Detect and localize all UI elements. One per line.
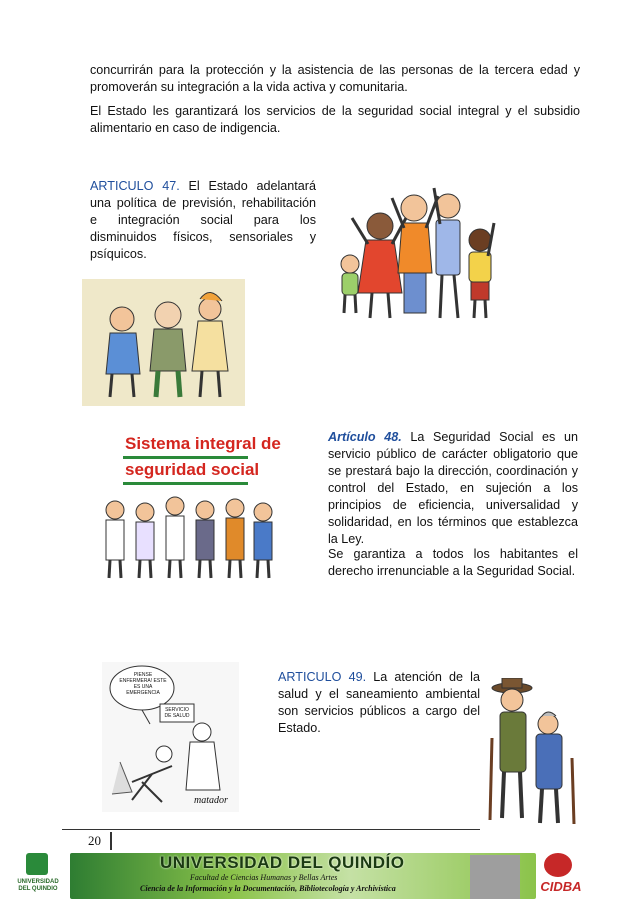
article-49-heading: ARTICULO 49.: [278, 670, 367, 684]
cartoon-speech-bubble: PIENSE ENFERMERA! ESTE ES UNA EMERGENCIA: [119, 672, 167, 696]
article-47-text: El Estado adelantará una política de previsión, rehabilitación e integración social para los disminuidos físicos, sensoriales y psíquicos.: [90, 179, 316, 261]
article-47-heading: ARTICULO 47.: [90, 179, 180, 193]
article-48-paragraph-2: Se garantiza a todos los habitantes el derecho irrenunciable a la Seguridad Social.: [328, 547, 578, 578]
page-number: 20: [88, 833, 101, 848]
cartoon-sign: SERVICIO DE SALUD: [164, 707, 190, 719]
cidba-logo-text: CIDBA: [540, 879, 582, 894]
article-48-text: La Seguridad Social es un servicio público de carácter obligatorio que se prestará bajo la dirección, coordinación y control del Estado, en sujeción a los principios de eficiencia, universalidad y solidaridad, en los términos que establezca la Ley.: [328, 430, 578, 546]
cheering-family-illustration: [322, 178, 497, 328]
intro-paragraph-2: El Estado les garantizará los servicios de la seguridad social integral y el subsidio alimentario en caso de indigencia.: [90, 104, 580, 135]
social-security-system-illustration: [95, 428, 295, 593]
elderly-couple-illustration: [484, 678, 584, 828]
article-48-heading: Artículo 48.: [328, 430, 402, 444]
program-name: Ciencia de la Información y la Documentación, Bibliotecología y Archivística: [140, 884, 396, 893]
article-49-text: La atención de la salud y el saneamiento ambiental son servicios públicos a cargo del Estado.: [278, 670, 480, 735]
university-logo-text: UNIVERSIDAD DEL QUINDIO: [17, 879, 59, 892]
article-48: [328, 429, 578, 548]
intro-paragraph-1: concurrirán para la protección y la asistencia de las personas de la tercera edad y promoverán su integración a la vida activa y comunitaria.: [90, 63, 580, 94]
cidba-logo-mark: [544, 853, 572, 877]
article-49: [278, 669, 480, 737]
image-title-line-2: seguridad social: [125, 460, 260, 479]
image-title-line-1: Sistema integral de: [125, 434, 281, 453]
university-logo: [16, 853, 60, 901]
hospital-cartoon-illustration: [102, 662, 239, 812]
article-47: [90, 178, 316, 263]
footer-divider: [62, 829, 480, 830]
faculty-name: Facultad de Ciencias Humanas y Bellas Artes: [190, 873, 338, 882]
university-name: UNIVERSIDAD DEL QUINDÍO: [160, 853, 405, 872]
page-number-separator: [110, 832, 112, 850]
cartoon-signature: matador: [194, 795, 228, 806]
helping-elderly-illustration: [82, 279, 245, 406]
cidba-logo: [530, 853, 592, 899]
students-photo: [470, 855, 520, 899]
university-logo-mark: [26, 853, 48, 875]
university-banner: [0, 851, 638, 903]
